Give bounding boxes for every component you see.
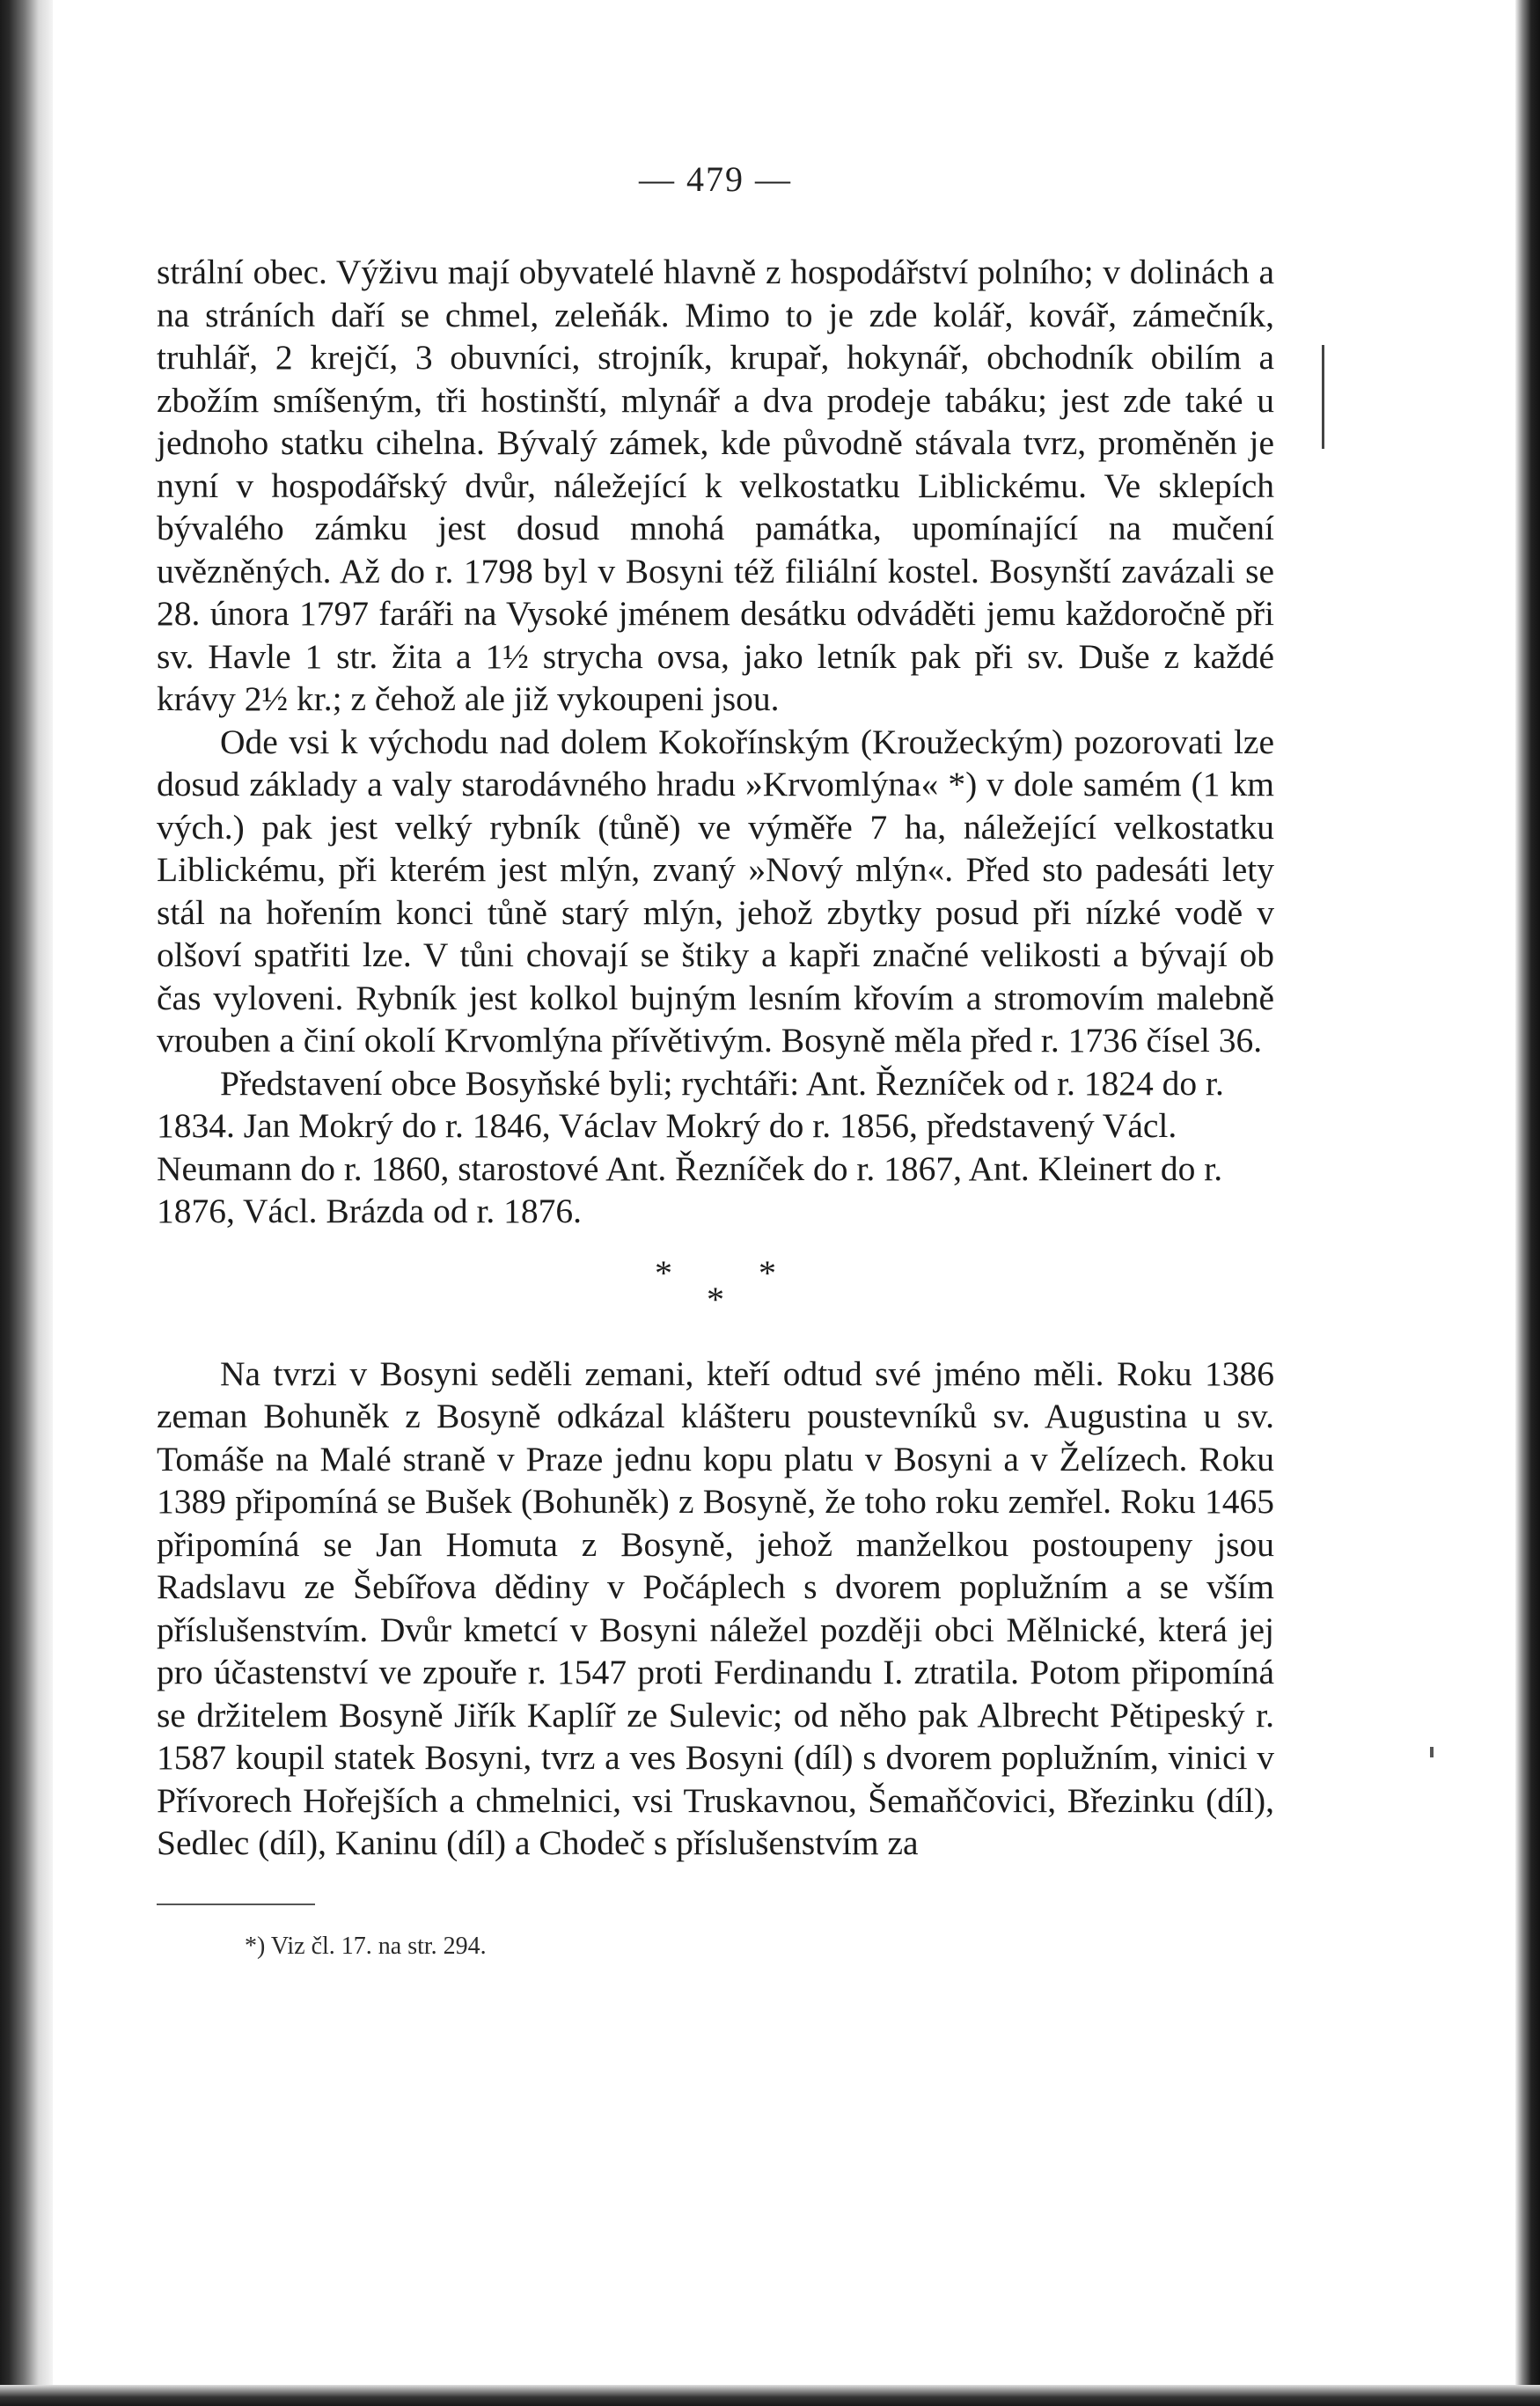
scan-shadow-left bbox=[0, 0, 53, 2406]
footnote: *) Viz čl. 17. na str. 294. bbox=[245, 1932, 487, 1960]
section-separator bbox=[157, 1252, 1274, 1319]
margin-ink-dot bbox=[1430, 1747, 1434, 1757]
scan-shadow-bottom bbox=[0, 2385, 1540, 2406]
paragraph-3: Představení obce Bosyňské byli; rychtáři: Ant. Řezníček od r. 1824 do r. 1834. Jan Mokrý do r. 1846, Václav Mokrý do r. 1856, představený Václ. Neumann do r. 1860, starostové Ant. Řezníček do r. 1867, Ant. Kleinert do r. 1876, Václ. Brázda od r. 1876. bbox=[157, 1063, 1224, 1230]
paragraph-4: Na tvrzi v Bosyni seděli zemani, kteří odtud své jméno měli. Roku 1386 zeman Bohuněk z Bosyně odkázal klášteru poustevníků sv. Augustina u sv. Tomáše na Malé straně v Praze jednu kopu platu v Bosyni a v Želízech. Roku 1389 připomíná se Bušek (Bohuněk) z Bosyně, že toho roku zemřel. Roku 1465 připomíná se Jan Homuta z Bosyně, jehož manželkou postoupeny jsou Radslavu ze Šebířova dědiny v Počáplech s dvorem poplužním a se vším příslušenstvím. Dvůr kmetcí v Bosyni náležel později obci Mělnické, která jej pro účastenství ve zpouře r. 1547 proti Ferdinandu I. ztratila. Potom připomíná se držitelem Bosyně Jiřík Kaplíř ze Sulevic; od něho pak Albrecht Pětipeský r. 1587 koupil statek Bosyni, tvrz a ves Bosyni (díl) s dvorem poplužním, vinici v Přívorech Hořejších a chmelnici, vsi Truskavnou, Šemaňčovici, Březinku (díl), Sedlec (díl), Kaninu (díl) a Chodeč s příslušenstvím za bbox=[157, 1353, 1274, 1862]
book-page bbox=[157, 158, 1274, 1962]
paragraph-2: Ode vsi k východu nad dolem Kokořínským (Kroužeckým) pozorovati lze dosud základy a valy starodávného hradu »Krvomlýna« *) v dole samém (1 km vých.) pak jest velký rybník (tůně) ve výměře 7 ha, náležející velkostatku Liblickému, při kterém jest mlýn, zvaný »Nový mlýn«. Před sto padesáti lety stál na hořením konci tůně starý mlýn, jehož zbytky posud při nízké vodě v olšoví spatřiti lze. V tůni chovají se štiky a kapři značné velikosti a bývají ob čas vyloveni. Rybník jest kolkol bujným lesním křovím a stromovím malebně vrouben a činí okolí Krvomlýna přívětivým. Bosyně měla před r. 1736 čísel 36. bbox=[157, 722, 1274, 1060]
main-text bbox=[157, 251, 1274, 1865]
separator-star-bottom: * bbox=[707, 1279, 724, 1319]
footnote-rule bbox=[157, 1904, 315, 1905]
separator-star-left: * bbox=[655, 1252, 672, 1293]
separator-star-right: * bbox=[759, 1252, 776, 1293]
margin-pencil-mark bbox=[1322, 345, 1324, 449]
page-number: — 479 — bbox=[639, 159, 792, 199]
scan-shadow-right bbox=[1515, 0, 1540, 2406]
paragraph-1: strální obec. Výživu mají obyvatelé hlavně z hospodářství polního; v dolinách a na stráních daří se chmel, zeleňák. Mimo to je zde kolář, kovář, zámečník, truhlář, 2 krejčí, 3 obuvníci, strojník, krupař, hokynář, obchodník obilím a zbožím smíšeným, tři hostinští, mlynář a dva prodeje tabáku; jest zde také u jednoho statku cihelna. Bývalý zámek, kde původně stávala tvrz, proměněn je nyní v hospodářský dvůr, náležející k velkostatku Liblickému. Ve sklepích bývalého zámku jest dosud mnohá památka, upomínající na mučení uvězněných. Až do r. 1798 byl v Bosyni též filiální kostel. Bosynští zavázali se 28. února 1797 faráři na Vysoké jménem desátku odváděti jemu každoročně při sv. Havle 1 str. žita a 1½ strycha ovsa, jako letník pak při sv. Duše z každé krávy 2½ kr.; z čehož ale již vykoupeni jsou. bbox=[157, 253, 1274, 718]
